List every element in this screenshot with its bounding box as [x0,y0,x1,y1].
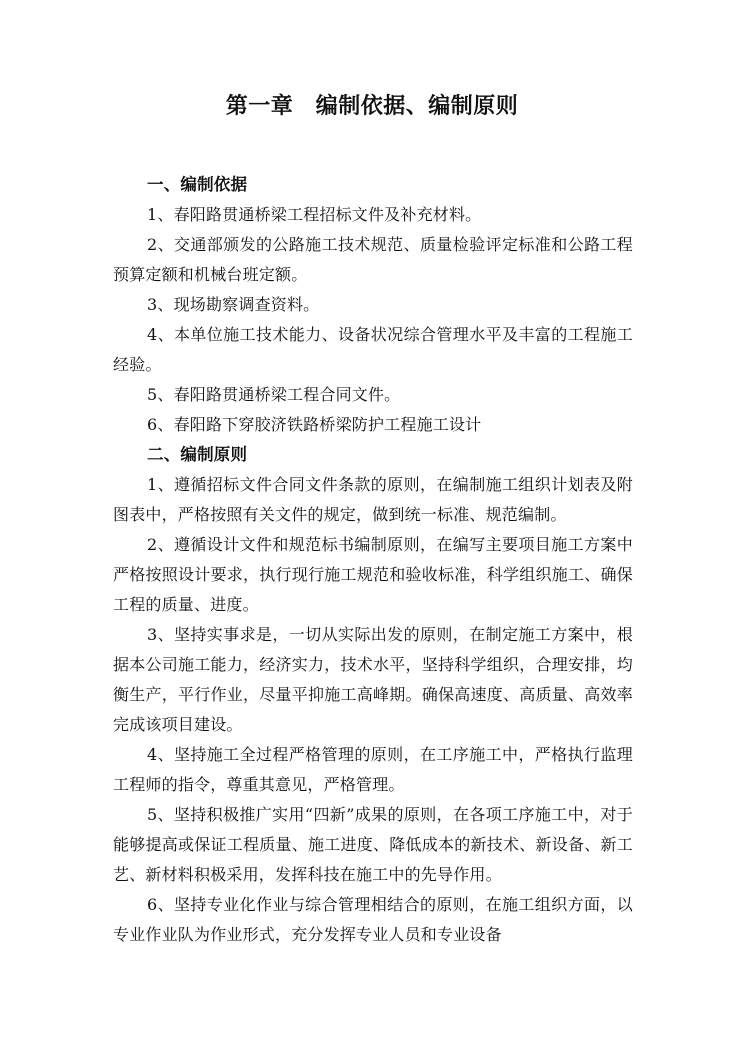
chapter-title: 第一章 编制依据、编制原则 [225,94,519,119]
section-heading: 二、编制原则 [147,445,248,464]
paragraph: 4、本单位施工技术能力、设备状况综合管理水平及丰富的工程施工经验。 [113,325,633,374]
paragraph: 3、坚持实事求是，一切从实际出发的原则，在制定施工方案中，根据本公司施工能力，经济实力，技术水平，坚持科学组织，合理安排，均衡生产，平行作业，尽量平抑施工高峰期。确保高速度、高质量、高效率完成该项目建设。 [113,625,633,734]
paragraph: 4、坚持施工全过程严格管理的原则，在工序施工中，严格执行监理工程师的指令，尊重其意见，严格管理。 [113,745,633,794]
paragraph: 5、春阳路贯通桥梁工程合同文件。 [147,385,401,404]
section-basis [113,170,633,440]
paragraph: 5、坚持积极推广实用“四新”成果的原则，在各项工序施工中，对于能够提高或保证工程质量、施工进度、降低成本的新技术、新设备、新工艺、新材料积极采用，发挥科技在施工中的先导作用。 [113,805,633,884]
paragraph: 1、春阳路贯通桥梁工程招标文件及补充材料。 [147,205,482,224]
paragraph: 1、遵循招标文件合同文件条款的原则，在编制施工组织计划表及附图表中，严格按照有关文件的规定，做到统一标准、规范编制。 [113,475,633,524]
paragraph: 3、现场勘察调查资料。 [147,295,320,314]
document-body [113,170,633,950]
section-principles [113,440,633,950]
paragraph: 2、交通部颁发的公路施工技术规范、质量检验评定标准和公路工程预算定额和机械台班定额。 [113,235,633,284]
section-heading: 一、编制依据 [147,175,248,194]
paragraph: 2、遵循设计文件和规范标书编制原则，在编写主要项目施工方案中严格按照设计要求，执行现行施工规范和验收标准，科学组织施工、确保工程的质量、进度。 [113,535,633,614]
paragraph: 6、春阳路下穿胶济铁路桥梁防护工程施工设计 [147,415,482,434]
paragraph: 6、坚持专业化作业与综合管理相结合的原则，在施工组织方面，以专业作业队为作业形式，充分发挥专业人员和专业设备 [113,895,633,944]
